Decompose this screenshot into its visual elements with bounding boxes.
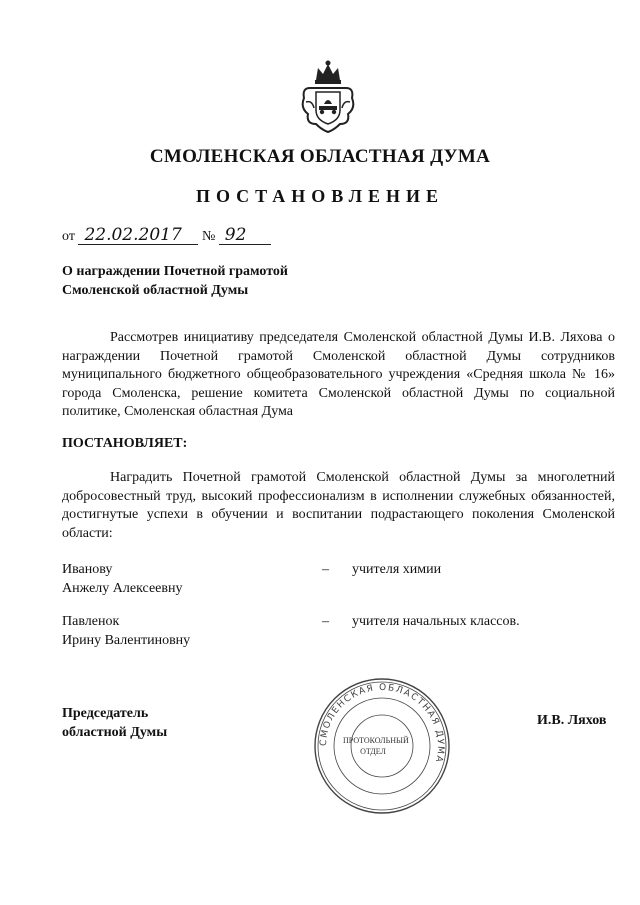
- signatory-position: [62, 704, 167, 742]
- awardee-surname: Иванову: [62, 562, 113, 577]
- document-type: ПОСТАНОВЛЕНИЕ: [195, 186, 445, 206]
- awardee-row: [62, 560, 622, 600]
- awardee-role: учителя начальных классов.: [352, 614, 520, 629]
- organization-title: СМОЛЕНСКАЯ ОБЛАСТНАЯ ДУМА: [149, 146, 491, 167]
- handwritten-number: 92: [219, 226, 271, 245]
- seal-ring-text: СМОЛЕНСКАЯ ОБЛАСТНАЯ ДУМА: [318, 682, 446, 765]
- awardee-surname: Павленок: [62, 614, 120, 629]
- decree-heading: ПОСТАНОВЛЯЕТ:: [62, 436, 188, 451]
- awardee-given-names: Анжелу Алексеевну: [62, 581, 183, 596]
- awardee-given-names: Ирину Валентиновну: [62, 633, 191, 648]
- awardee-name: [62, 612, 302, 650]
- dash: –: [322, 614, 329, 629]
- position-line-1: Председатель: [62, 706, 149, 721]
- awardee-role: учителя химии: [352, 562, 442, 577]
- subject-line-2: Смоленской областной Думы: [62, 283, 249, 298]
- preamble-paragraph: Рассмотрев инициативу председателя Смоленской областной Думы И.В. Ляхова о награждении Почетной грамотой Смоленской областной Думы сотрудников муниципального бюджетного общеобразовательного учреждения «Средняя школа № 16» города Смоленска, решение комитета Смоленской областной Думы по социальной политике, Смоленская областная Дума: [62, 330, 615, 419]
- dash: –: [322, 562, 329, 577]
- seal-inner-line-1: ПРОТОКОЛЬНЫЙ: [343, 736, 409, 745]
- signatory-name: И.В. Ляхов: [537, 713, 607, 728]
- award-paragraph: Наградить Почетной грамотой Смоленской областной Думы за многолетний добросовестный труд, высокий профессионализм в исполнении служебных обязанностей, достигнутые успехи в обучении и воспитании подрастающего поколения Смоленской области:: [62, 470, 615, 541]
- handwritten-date: 22.02.2017: [78, 226, 198, 245]
- date-prefix: от: [62, 229, 75, 244]
- seal-inner-line-2: ОТДЕЛ: [360, 747, 386, 756]
- subject-line-1: О награждении Почетной грамотой: [62, 264, 288, 279]
- position-line-2: областной Думы: [62, 725, 168, 740]
- date-number-line: [62, 226, 271, 245]
- seal-center-text: [343, 735, 409, 757]
- awardee-row: [62, 612, 622, 652]
- coat-of-arms-icon: [296, 58, 360, 136]
- awardee-name: [62, 560, 302, 598]
- number-prefix: №: [201, 229, 216, 244]
- document-subject: [62, 262, 382, 300]
